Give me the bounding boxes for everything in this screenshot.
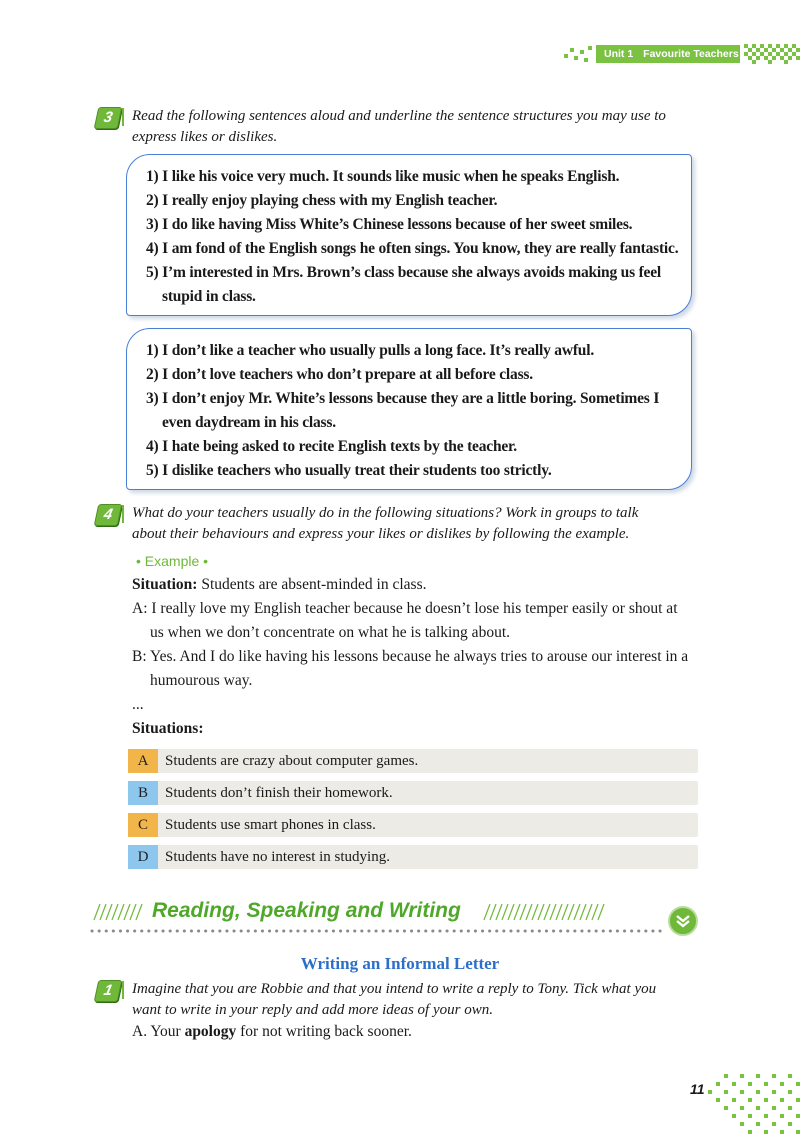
- task-1-instruction-line-1: Imagine that you are Robbie and that you intend to write a reply to Tony. Tick what you: [132, 981, 657, 997]
- task-3-badge: 3: [94, 107, 123, 129]
- section-title: Reading, Speaking and Writing: [152, 899, 461, 922]
- situation-label: Situation:: [132, 576, 198, 593]
- badge-bar: [122, 505, 124, 523]
- situation-line: [132, 576, 426, 594]
- unit-title: Favourite Teachers: [643, 48, 739, 60]
- dislikes-sentence-3: 3) I don’t enjoy Mr. White’s lessons because they are a little boring. Sometimes I: [146, 390, 660, 407]
- section-subtitle: Writing an Informal Letter: [300, 954, 500, 973]
- situation-letter-c: C: [128, 813, 158, 837]
- example-label: • Example •: [136, 553, 209, 569]
- situation-text-d: Students have no interest in studying.: [165, 849, 390, 865]
- badge-bar: [122, 108, 124, 126]
- dialogue-a-line-2: us when we don’t concentrate on what he is talking about.: [150, 624, 510, 641]
- dialogue-b-line-1: B: Yes. And I do like having his lessons because he always tries to arouse our interest in a: [132, 648, 689, 665]
- task-1-instruction-line-2: want to write in your reply and add more ideas of your own.: [132, 1002, 493, 1018]
- dislikes-sentence-4: 4) I hate being asked to recite English texts by the teacher.: [146, 438, 517, 455]
- task-4-badge: 4: [94, 504, 123, 526]
- likes-sentence-1: 1) I like his voice very much. It sounds like music when he speaks English.: [146, 168, 620, 185]
- situation-text-a: Students are crazy about computer games.: [165, 753, 419, 769]
- dialogue-a-line-1: A: I really love my English teacher because he doesn’t lose his temper easily or shout at: [132, 600, 678, 617]
- task-3-instruction-line-1: Read the following sentences aloud and underline the sentence structures you may use to: [132, 108, 666, 124]
- situation-text: Students are absent-minded in class.: [197, 576, 427, 593]
- dialogue-b-line-2: humourous way.: [150, 672, 253, 689]
- option-a-keyword: apology: [184, 1023, 237, 1040]
- dislikes-sentence-2: 2) I don’t love teachers who don’t prepare at all before class.: [146, 366, 533, 383]
- situation-text-c: Students use smart phones in class.: [165, 817, 376, 833]
- section-dotted-line: [90, 929, 666, 933]
- unit-header-tab: [596, 45, 740, 63]
- likes-sentence-2: 2) I really enjoy playing chess with my English teacher.: [146, 192, 498, 209]
- task-4-instruction-line-2: about their behaviours and express your likes or dislikes by following the example.: [132, 526, 630, 542]
- option-a-suffix: for not writing back sooner.: [236, 1023, 412, 1040]
- task-3-instruction-line-2: express likes or dislikes.: [132, 129, 278, 145]
- section-hatch-right: [482, 904, 606, 920]
- dislikes-sentence-3-cont: even daydream in his class.: [162, 414, 336, 431]
- likes-sentence-5-cont: stupid in class.: [162, 288, 256, 305]
- page-number: 11: [690, 1081, 705, 1097]
- likes-sentence-3: 3) I do like having Miss White’s Chinese lessons because of her sweet smiles.: [146, 216, 633, 233]
- unit-label: Unit 1: [604, 48, 634, 60]
- task-4-instruction-line-1: What do your teachers usually do in the following situations? Work in groups to talk: [132, 505, 639, 521]
- ellipsis: ...: [132, 696, 144, 713]
- task-1-badge: 1: [94, 980, 123, 1002]
- option-a-prefix: A. Your: [132, 1023, 185, 1040]
- dislikes-sentence-5: 5) I dislike teachers who usually treat their students too strictly.: [146, 462, 552, 479]
- situation-letter-a: A: [128, 749, 158, 773]
- likes-sentence-5: 5) I’m interested in Mrs. Brown’s class because she always avoids making us feel: [146, 264, 662, 281]
- badge-bar: [122, 981, 124, 999]
- situation-letter-d: D: [128, 845, 158, 869]
- option-a: [132, 1023, 412, 1041]
- situation-text-b: Students don’t finish their homework.: [165, 785, 393, 801]
- footer-checker-pattern: [704, 1072, 800, 1138]
- section-hatch-left: [90, 904, 146, 920]
- section-expand-button[interactable]: [668, 906, 698, 936]
- likes-sentence-4: 4) I am fond of the English songs he often sings. You know, they are really fantastic.: [146, 240, 679, 257]
- chevron-down-icon: [670, 908, 696, 934]
- dislikes-sentence-1: 1) I don’t like a teacher who usually pulls a long face. It’s really awful.: [146, 342, 595, 359]
- situation-letter-b: B: [128, 781, 158, 805]
- situations-label: Situations:: [132, 720, 204, 737]
